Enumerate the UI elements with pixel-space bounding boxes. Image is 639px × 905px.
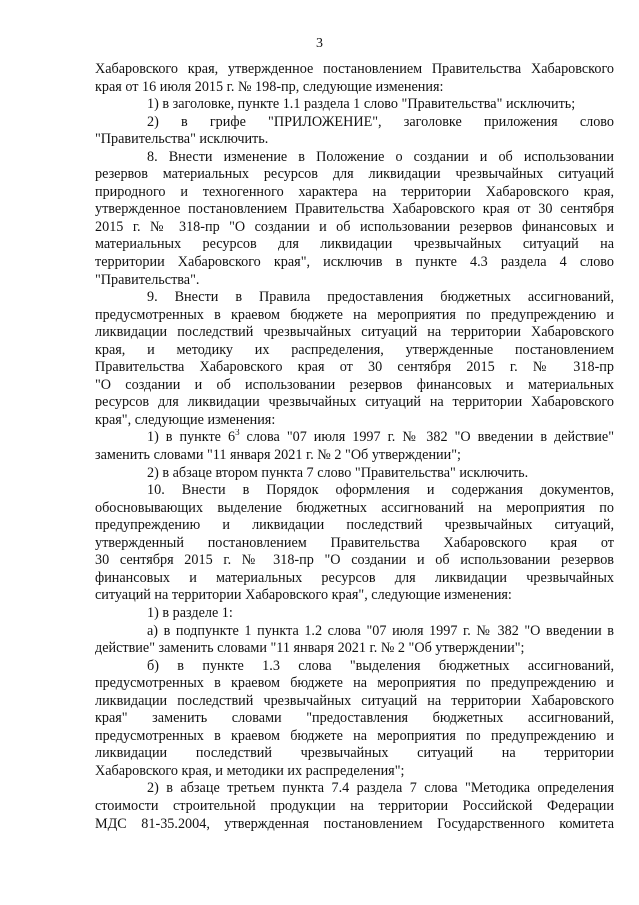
text-line-content: территории Хабаровского края", исключив в пункте 4.3 раздела 4 слово: [95, 254, 614, 271]
superscript: 3: [235, 429, 240, 438]
text-line-content: а) в подпункте 1 пункта 1.2 слова "07 июля 1997 г. № 382 "О введении в: [147, 622, 614, 639]
text-line-content: материальных ресурсов для ликвидации чрезвычайных ситуаций на: [95, 236, 614, 253]
text-line-content: края, и методику их распределения, утвержденные постановлением: [95, 341, 614, 358]
text-line-content: предусмотренных в краевом бюджете на мероприятия по предупреждению и: [95, 727, 614, 744]
text-line-content: края", следующие изменения:: [95, 411, 276, 428]
text-line-content: 1) в разделе 1:: [147, 604, 233, 621]
text-line-content: заменить словами "11 января 2021 г. № 2 "Об утверждении";: [95, 447, 461, 464]
document-body: [95, 61, 614, 833]
text-line: [95, 745, 614, 763]
text-line-content: МДС 81-35.2004, утвержденная постановлением Государственного комитета: [95, 815, 614, 832]
text-line: [95, 219, 614, 237]
text-line: [95, 289, 614, 307]
text-line: [95, 79, 614, 97]
text-line: [95, 272, 614, 290]
text-line-content: стоимости строительной продукции на территории Российской Федерации: [95, 797, 614, 814]
text-line-content: 2) в абзаце третьем пункта 7.4 раздела 7 слова "Методика определения: [147, 780, 614, 797]
text-line: [95, 465, 614, 483]
text-line-content: действие" заменить словами "11 января 2021 г. № 2 "Об утверждении";: [95, 640, 525, 657]
text-line-content: "Правительства" исключить.: [95, 131, 269, 148]
text-line-content: 2) в абзаце втором пункта 7 слово "Правительства" исключить.: [147, 464, 529, 481]
text-line: [95, 447, 614, 465]
text-line: [95, 816, 614, 834]
text-line-content: "О создании и об использовании резервов финансовых и материальных: [95, 376, 614, 393]
text-line: [95, 254, 614, 272]
text-line-content: утвержденное постановлением Правительства Хабаровского края от 30 сентября: [95, 201, 614, 218]
text-line-content: финансовых и материальных ресурсов для ликвидации чрезвычайных: [95, 569, 614, 586]
text-line-content: утвержденный постановлением Правительства Хабаровского края от: [95, 534, 614, 551]
text-line-content: 1) в пункте 6: [147, 429, 236, 446]
text-line-content: 2) в грифе "ПРИЛОЖЕНИЕ", заголовке приложения слово: [147, 113, 614, 130]
text-line-content: ресурсов для ликвидации чрезвычайных ситуаций на территории Хабаровского: [95, 394, 614, 411]
text-line-content: предусмотренных в краевом бюджете на мероприятия по предупреждению и: [95, 306, 614, 323]
text-line: [95, 587, 614, 605]
text-line: [95, 675, 614, 693]
text-line: [95, 728, 614, 746]
text-line-content: слова "07 июля 1997 г. № 382 "О введении в действие": [239, 429, 614, 446]
text-line: [95, 131, 614, 149]
text-line-content: 8. Внести изменение в Положение о создании и об использовании: [147, 148, 614, 165]
text-line-content: Правительства Хабаровского края от 30 сентября 2015 г. № 318-пр: [95, 359, 614, 376]
text-line-content: резервов материальных ресурсов для ликвидации чрезвычайных ситуаций: [95, 166, 614, 183]
text-line: [95, 640, 614, 658]
text-line: [95, 61, 614, 79]
text-line: [95, 394, 614, 412]
text-line: [95, 307, 614, 325]
text-line: [95, 482, 614, 500]
text-line: [95, 412, 614, 430]
text-line-content: края" заменить словами "предоставления бюджетных ассигнований,: [95, 710, 614, 727]
text-line: [95, 149, 614, 167]
text-line: [95, 605, 614, 623]
text-line: [95, 798, 614, 816]
text-line-content: обосновывающих выделение бюджетных ассигнований на мероприятия по: [95, 499, 614, 516]
text-line-content: Хабаровского края, утвержденное постановлением Правительства Хабаровского: [95, 61, 614, 77]
text-line-content: "Правительства".: [95, 271, 200, 288]
text-line-content: предупреждению и ликвидации последствий чрезвычайных ситуаций,: [95, 517, 614, 534]
text-line: [95, 517, 614, 535]
text-line-content: предусмотренных в краевом бюджете на мероприятия по предупреждению и: [95, 675, 614, 692]
text-line-content: ситуаций на территории Хабаровского края", следующие изменения:: [95, 587, 512, 604]
text-line: [95, 658, 614, 676]
text-line: [95, 359, 614, 377]
text-line-content: края от 16 июля 2015 г. № 198-пр, следующие изменения:: [95, 78, 444, 95]
text-line: [95, 377, 614, 395]
text-line: [95, 693, 614, 711]
text-line-content: ликвидации последствий чрезвычайных ситуаций на территории Хабаровского: [95, 692, 614, 709]
text-line-content: 1) в заголовке, пункте 1.1 раздела 1 слово "Правительства" исключить;: [147, 96, 576, 113]
text-line-content: 2015 г. № 318-пр "О создании и об использовании резервов финансовых и: [95, 218, 614, 235]
text-line-content: ликвидации последствий чрезвычайных ситуаций на территории: [95, 745, 614, 762]
text-line: [95, 236, 614, 254]
text-line: [95, 201, 614, 219]
text-line: [95, 429, 614, 447]
text-line: [95, 96, 614, 114]
text-line: [95, 535, 614, 553]
text-line-content: Хабаровского края, и методики их распределения";: [95, 762, 405, 779]
text-line: [95, 710, 614, 728]
text-line: [95, 500, 614, 518]
text-line-content: ликвидации последствий чрезвычайных ситуаций на территории Хабаровского: [95, 324, 614, 341]
text-line: [95, 623, 614, 641]
text-line: [95, 570, 614, 588]
text-line: [95, 780, 614, 798]
text-line: [95, 184, 614, 202]
text-line: [95, 552, 614, 570]
page-number: 3: [316, 36, 323, 51]
text-line: [95, 324, 614, 342]
text-line: [95, 342, 614, 360]
text-line: [95, 763, 614, 781]
text-line-content: 9. Внести в Правила предоставления бюджетных ассигнований,: [147, 289, 614, 306]
text-line-content: природного и техногенного характера на территории Хабаровского края,: [95, 183, 614, 200]
text-line: [95, 166, 614, 184]
text-line-content: 30 сентября 2015 г. № 318-пр "О создании и об использовании резервов: [95, 552, 614, 569]
text-line-content: б) в пункте 1.3 слова "выделения бюджетных ассигнований,: [147, 657, 614, 674]
text-line-content: 10. Внести в Порядок оформления и содержания документов,: [147, 482, 614, 499]
text-line: [95, 114, 614, 132]
